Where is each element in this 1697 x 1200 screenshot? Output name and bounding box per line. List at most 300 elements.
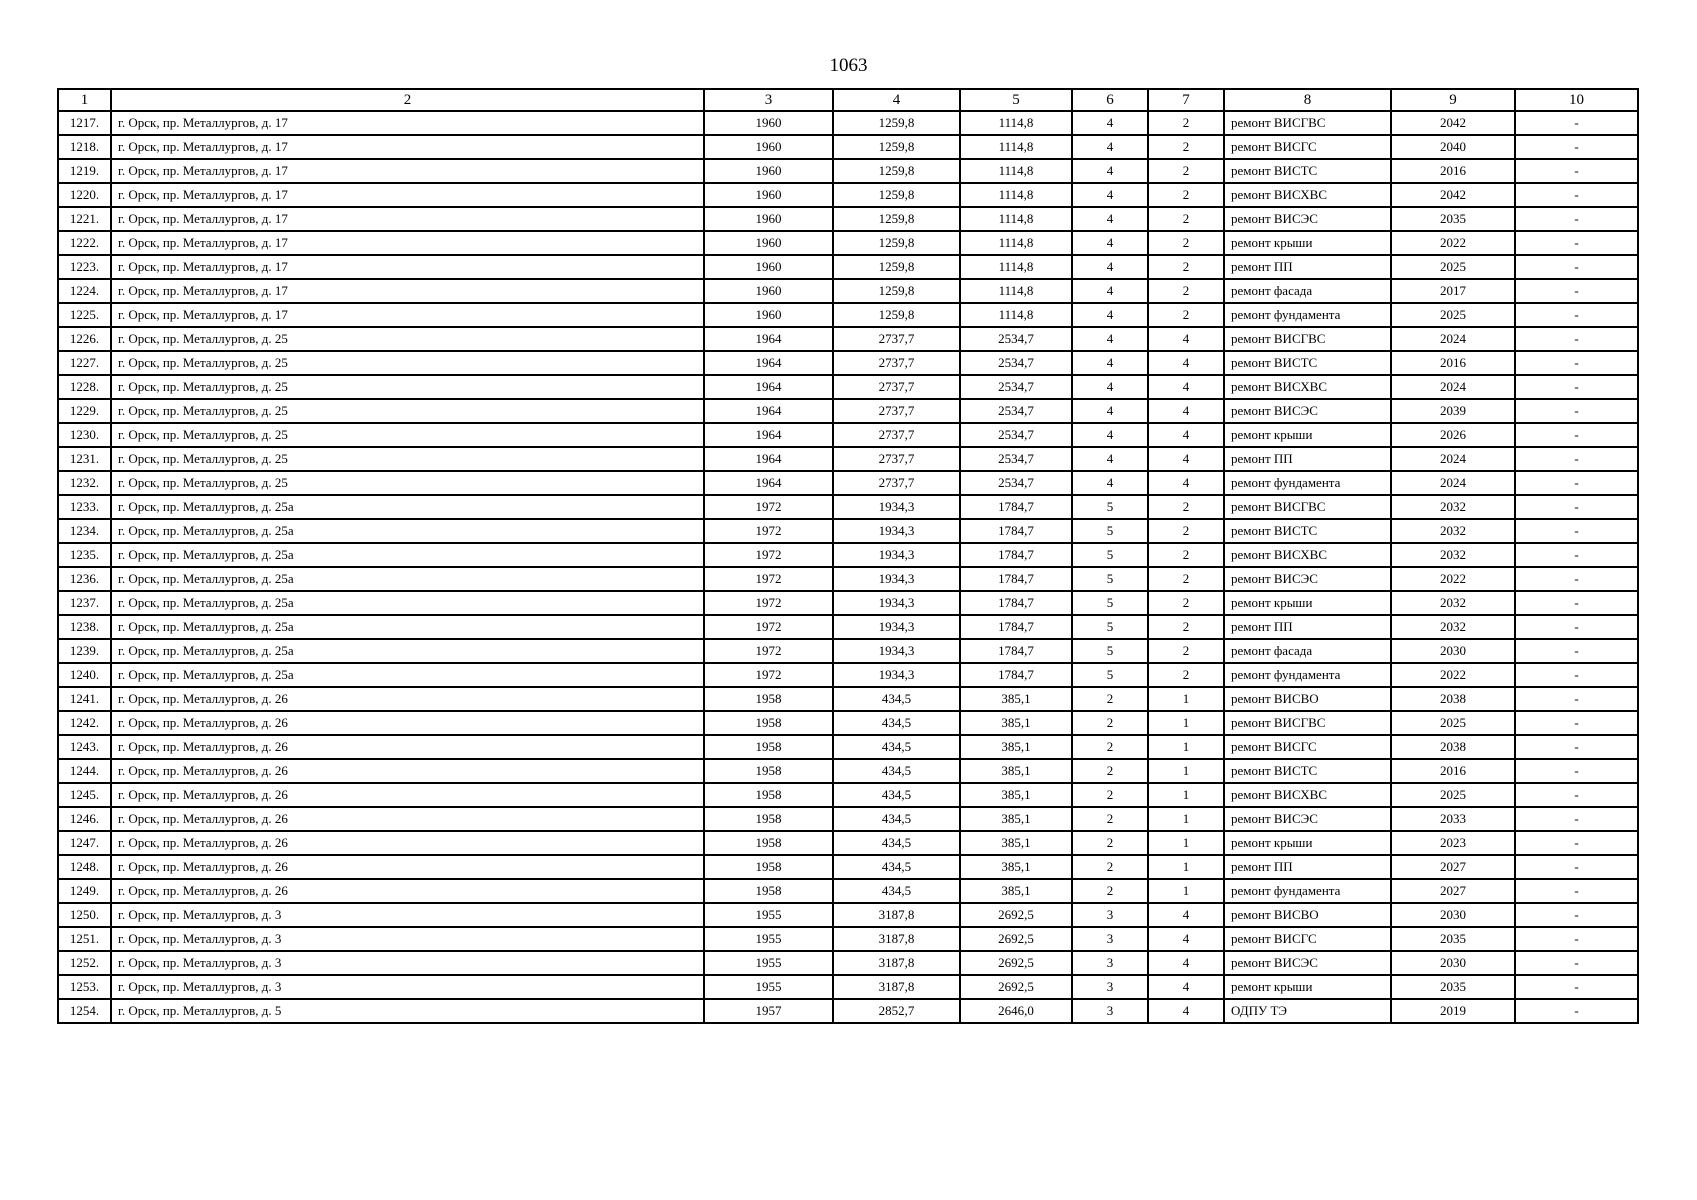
- year-cell: 1972: [704, 495, 833, 519]
- entrances-cell: 4: [1148, 399, 1224, 423]
- plan-year-cell: 2038: [1391, 687, 1515, 711]
- year-cell: 1960: [704, 183, 833, 207]
- plan-year-cell: 2016: [1391, 351, 1515, 375]
- area-living-cell: 1784,7: [960, 591, 1072, 615]
- address-cell: г. Орск, пр. Металлургов, д. 25а: [111, 519, 704, 543]
- area-total-cell: 434,5: [833, 711, 960, 735]
- address-cell: г. Орск, пр. Металлургов, д. 26: [111, 807, 704, 831]
- work-type-cell: ремонт ВИСЭС: [1224, 207, 1391, 231]
- table-row: [58, 903, 1638, 927]
- address-cell: г. Орск, пр. Металлургов, д. 17: [111, 159, 704, 183]
- work-type-cell: ремонт ВИСТС: [1224, 159, 1391, 183]
- entrances-cell: 2: [1148, 231, 1224, 255]
- entrances-cell: 2: [1148, 591, 1224, 615]
- floors-cell: 2: [1072, 711, 1148, 735]
- area-total-cell: 434,5: [833, 879, 960, 903]
- row-number-cell: 1251.: [58, 927, 111, 951]
- area-living-cell: 2534,7: [960, 375, 1072, 399]
- floors-cell: 5: [1072, 519, 1148, 543]
- row-number-cell: 1238.: [58, 615, 111, 639]
- floors-cell: 3: [1072, 951, 1148, 975]
- row-number-cell: 1252.: [58, 951, 111, 975]
- entrances-cell: 4: [1148, 999, 1224, 1023]
- row-number-cell: 1242.: [58, 711, 111, 735]
- work-type-cell: ремонт ВИСТС: [1224, 519, 1391, 543]
- address-cell: г. Орск, пр. Металлургов, д. 17: [111, 111, 704, 135]
- year-cell: 1972: [704, 543, 833, 567]
- note-cell: -: [1515, 687, 1638, 711]
- row-number-cell: 1232.: [58, 471, 111, 495]
- area-total-cell: 2737,7: [833, 351, 960, 375]
- area-total-cell: 434,5: [833, 855, 960, 879]
- work-type-cell: ремонт фундамента: [1224, 471, 1391, 495]
- entrances-cell: 4: [1148, 975, 1224, 999]
- address-cell: г. Орск, пр. Металлургов, д. 25: [111, 471, 704, 495]
- plan-year-cell: 2023: [1391, 831, 1515, 855]
- year-cell: 1964: [704, 351, 833, 375]
- note-cell: -: [1515, 495, 1638, 519]
- area-total-cell: 434,5: [833, 687, 960, 711]
- address-cell: г. Орск, пр. Металлургов, д. 17: [111, 279, 704, 303]
- area-total-cell: 1259,8: [833, 303, 960, 327]
- floors-cell: 4: [1072, 183, 1148, 207]
- plan-year-cell: 2032: [1391, 591, 1515, 615]
- row-number-cell: 1224.: [58, 279, 111, 303]
- address-cell: г. Орск, пр. Металлургов, д. 25: [111, 375, 704, 399]
- entrances-cell: 1: [1148, 759, 1224, 783]
- table-row: [58, 639, 1638, 663]
- plan-year-cell: 2042: [1391, 183, 1515, 207]
- floors-cell: 4: [1072, 231, 1148, 255]
- work-type-cell: ремонт ВИСГС: [1224, 927, 1391, 951]
- entrances-cell: 4: [1148, 351, 1224, 375]
- area-total-cell: 1934,3: [833, 663, 960, 687]
- year-cell: 1960: [704, 135, 833, 159]
- address-cell: г. Орск, пр. Металлургов, д. 25а: [111, 543, 704, 567]
- note-cell: -: [1515, 303, 1638, 327]
- address-cell: г. Орск, пр. Металлургов, д. 26: [111, 783, 704, 807]
- floors-cell: 5: [1072, 591, 1148, 615]
- note-cell: -: [1515, 159, 1638, 183]
- area-living-cell: 385,1: [960, 855, 1072, 879]
- year-cell: 1955: [704, 951, 833, 975]
- floors-cell: 4: [1072, 327, 1148, 351]
- year-cell: 1964: [704, 327, 833, 351]
- plan-year-cell: 2032: [1391, 615, 1515, 639]
- work-type-cell: ремонт фасада: [1224, 279, 1391, 303]
- entrances-cell: 2: [1148, 279, 1224, 303]
- entrances-cell: 4: [1148, 447, 1224, 471]
- header-cell: 3: [704, 89, 833, 111]
- area-total-cell: 434,5: [833, 807, 960, 831]
- year-cell: 1958: [704, 807, 833, 831]
- note-cell: -: [1515, 567, 1638, 591]
- address-cell: г. Орск, пр. Металлургов, д. 25а: [111, 639, 704, 663]
- entrances-cell: 1: [1148, 687, 1224, 711]
- year-cell: 1964: [704, 423, 833, 447]
- plan-year-cell: 2040: [1391, 135, 1515, 159]
- row-number-cell: 1236.: [58, 567, 111, 591]
- entrances-cell: 4: [1148, 471, 1224, 495]
- area-total-cell: 2737,7: [833, 447, 960, 471]
- floors-cell: 2: [1072, 759, 1148, 783]
- work-type-cell: ремонт ВИСГВС: [1224, 711, 1391, 735]
- area-living-cell: 1114,8: [960, 303, 1072, 327]
- address-cell: г. Орск, пр. Металлургов, д. 25: [111, 423, 704, 447]
- plan-year-cell: 2017: [1391, 279, 1515, 303]
- year-cell: 1955: [704, 927, 833, 951]
- area-total-cell: 1259,8: [833, 183, 960, 207]
- entrances-cell: 2: [1148, 111, 1224, 135]
- area-living-cell: 2534,7: [960, 351, 1072, 375]
- area-total-cell: 434,5: [833, 783, 960, 807]
- work-type-cell: ремонт крыши: [1224, 591, 1391, 615]
- area-total-cell: 1259,8: [833, 159, 960, 183]
- area-living-cell: 1114,8: [960, 111, 1072, 135]
- year-cell: 1960: [704, 111, 833, 135]
- plan-year-cell: 2032: [1391, 543, 1515, 567]
- area-total-cell: 1259,8: [833, 255, 960, 279]
- work-type-cell: ремонт ПП: [1224, 447, 1391, 471]
- address-cell: г. Орск, пр. Металлургов, д. 26: [111, 879, 704, 903]
- year-cell: 1958: [704, 879, 833, 903]
- entrances-cell: 4: [1148, 327, 1224, 351]
- row-number-cell: 1218.: [58, 135, 111, 159]
- note-cell: -: [1515, 327, 1638, 351]
- work-type-cell: ремонт ВИСЭС: [1224, 951, 1391, 975]
- area-living-cell: 2646,0: [960, 999, 1072, 1023]
- area-total-cell: 1934,3: [833, 615, 960, 639]
- work-type-cell: ремонт ПП: [1224, 615, 1391, 639]
- address-cell: г. Орск, пр. Металлургов, д. 3: [111, 975, 704, 999]
- entrances-cell: 1: [1148, 783, 1224, 807]
- row-number-cell: 1247.: [58, 831, 111, 855]
- work-type-cell: ремонт ВИСХВС: [1224, 783, 1391, 807]
- note-cell: -: [1515, 255, 1638, 279]
- table-row: [58, 303, 1638, 327]
- table-row: [58, 471, 1638, 495]
- entrances-cell: 2: [1148, 183, 1224, 207]
- address-cell: г. Орск, пр. Металлургов, д. 5: [111, 999, 704, 1023]
- year-cell: 1964: [704, 375, 833, 399]
- note-cell: -: [1515, 399, 1638, 423]
- address-cell: г. Орск, пр. Металлургов, д. 26: [111, 855, 704, 879]
- table-row: [58, 783, 1638, 807]
- address-cell: г. Орск, пр. Металлургов, д. 26: [111, 759, 704, 783]
- plan-year-cell: 2032: [1391, 519, 1515, 543]
- floors-cell: 4: [1072, 279, 1148, 303]
- entrances-cell: 1: [1148, 711, 1224, 735]
- floors-cell: 2: [1072, 783, 1148, 807]
- note-cell: -: [1515, 831, 1638, 855]
- note-cell: -: [1515, 975, 1638, 999]
- table-row: [58, 423, 1638, 447]
- address-cell: г. Орск, пр. Металлургов, д. 17: [111, 183, 704, 207]
- area-living-cell: 1784,7: [960, 519, 1072, 543]
- plan-year-cell: 2022: [1391, 231, 1515, 255]
- row-number-cell: 1230.: [58, 423, 111, 447]
- header-cell: 9: [1391, 89, 1515, 111]
- plan-year-cell: 2035: [1391, 975, 1515, 999]
- entrances-cell: 2: [1148, 495, 1224, 519]
- plan-year-cell: 2016: [1391, 159, 1515, 183]
- plan-year-cell: 2027: [1391, 855, 1515, 879]
- table-row: [58, 999, 1638, 1023]
- area-living-cell: 2692,5: [960, 975, 1072, 999]
- area-living-cell: 1784,7: [960, 543, 1072, 567]
- year-cell: 1972: [704, 567, 833, 591]
- plan-year-cell: 2030: [1391, 903, 1515, 927]
- note-cell: -: [1515, 207, 1638, 231]
- entrances-cell: 4: [1148, 423, 1224, 447]
- header-cell: 2: [111, 89, 704, 111]
- area-total-cell: 1934,3: [833, 495, 960, 519]
- work-type-cell: ремонт ВИСХВС: [1224, 375, 1391, 399]
- floors-cell: 2: [1072, 855, 1148, 879]
- table-row: [58, 951, 1638, 975]
- work-type-cell: ремонт фасада: [1224, 639, 1391, 663]
- floors-cell: 2: [1072, 831, 1148, 855]
- note-cell: -: [1515, 615, 1638, 639]
- note-cell: -: [1515, 183, 1638, 207]
- plan-year-cell: 2016: [1391, 759, 1515, 783]
- row-number-cell: 1239.: [58, 639, 111, 663]
- data-table: [57, 88, 1639, 1024]
- address-cell: г. Орск, пр. Металлургов, д. 3: [111, 951, 704, 975]
- work-type-cell: ремонт ПП: [1224, 255, 1391, 279]
- plan-year-cell: 2024: [1391, 375, 1515, 399]
- entrances-cell: 1: [1148, 855, 1224, 879]
- page-number: 1063: [829, 55, 868, 76]
- area-living-cell: 385,1: [960, 687, 1072, 711]
- area-total-cell: 2737,7: [833, 471, 960, 495]
- table-row: [58, 663, 1638, 687]
- row-number-cell: 1223.: [58, 255, 111, 279]
- area-living-cell: 2692,5: [960, 951, 1072, 975]
- area-living-cell: 2534,7: [960, 327, 1072, 351]
- year-cell: 1958: [704, 759, 833, 783]
- floors-cell: 4: [1072, 423, 1148, 447]
- floors-cell: 2: [1072, 687, 1148, 711]
- area-total-cell: 2852,7: [833, 999, 960, 1023]
- area-living-cell: 2692,5: [960, 903, 1072, 927]
- area-total-cell: 1259,8: [833, 231, 960, 255]
- table-row: [58, 135, 1638, 159]
- work-type-cell: ремонт ВИСХВС: [1224, 183, 1391, 207]
- table-row: [58, 735, 1638, 759]
- table-row: [58, 975, 1638, 999]
- entrances-cell: 2: [1148, 255, 1224, 279]
- area-total-cell: 2737,7: [833, 327, 960, 351]
- row-number-cell: 1244.: [58, 759, 111, 783]
- work-type-cell: ремонт ВИСГС: [1224, 135, 1391, 159]
- area-total-cell: 3187,8: [833, 975, 960, 999]
- area-living-cell: 385,1: [960, 831, 1072, 855]
- work-type-cell: ремонт ВИСТС: [1224, 759, 1391, 783]
- floors-cell: 4: [1072, 447, 1148, 471]
- note-cell: -: [1515, 279, 1638, 303]
- address-cell: г. Орск, пр. Металлургов, д. 25: [111, 399, 704, 423]
- work-type-cell: ремонт ВИСГВС: [1224, 495, 1391, 519]
- floors-cell: 5: [1072, 567, 1148, 591]
- table-row: [58, 111, 1638, 135]
- note-cell: -: [1515, 807, 1638, 831]
- work-type-cell: ремонт ВИСТС: [1224, 351, 1391, 375]
- header-cell: 6: [1072, 89, 1148, 111]
- address-cell: г. Орск, пр. Металлургов, д. 25а: [111, 567, 704, 591]
- floors-cell: 3: [1072, 975, 1148, 999]
- note-cell: -: [1515, 639, 1638, 663]
- area-living-cell: 2692,5: [960, 927, 1072, 951]
- floors-cell: 2: [1072, 807, 1148, 831]
- entrances-cell: 2: [1148, 543, 1224, 567]
- entrances-cell: 2: [1148, 567, 1224, 591]
- floors-cell: 3: [1072, 927, 1148, 951]
- plan-year-cell: 2025: [1391, 783, 1515, 807]
- area-total-cell: 1934,3: [833, 639, 960, 663]
- work-type-cell: ремонт ВИСГВС: [1224, 111, 1391, 135]
- table-row: [58, 615, 1638, 639]
- note-cell: -: [1515, 111, 1638, 135]
- area-total-cell: 3187,8: [833, 951, 960, 975]
- note-cell: -: [1515, 759, 1638, 783]
- table-row: [58, 519, 1638, 543]
- address-cell: г. Орск, пр. Металлургов, д. 26: [111, 711, 704, 735]
- year-cell: 1960: [704, 231, 833, 255]
- note-cell: -: [1515, 375, 1638, 399]
- work-type-cell: ремонт ВИСЭС: [1224, 807, 1391, 831]
- table-row: [58, 207, 1638, 231]
- address-cell: г. Орск, пр. Металлургов, д. 25: [111, 351, 704, 375]
- area-total-cell: 2737,7: [833, 399, 960, 423]
- row-number-cell: 1221.: [58, 207, 111, 231]
- note-cell: -: [1515, 663, 1638, 687]
- area-living-cell: 1114,8: [960, 135, 1072, 159]
- year-cell: 1958: [704, 735, 833, 759]
- area-total-cell: 434,5: [833, 831, 960, 855]
- work-type-cell: ремонт ВИСХВС: [1224, 543, 1391, 567]
- table-row: [58, 807, 1638, 831]
- plan-year-cell: 2024: [1391, 471, 1515, 495]
- floors-cell: 4: [1072, 111, 1148, 135]
- work-type-cell: ремонт ВИСЭС: [1224, 567, 1391, 591]
- work-type-cell: ремонт фундамента: [1224, 303, 1391, 327]
- area-living-cell: 1114,8: [960, 255, 1072, 279]
- row-number-cell: 1243.: [58, 735, 111, 759]
- floors-cell: 5: [1072, 495, 1148, 519]
- address-cell: г. Орск, пр. Металлургов, д. 26: [111, 735, 704, 759]
- floors-cell: 5: [1072, 615, 1148, 639]
- plan-year-cell: 2022: [1391, 663, 1515, 687]
- area-total-cell: 434,5: [833, 759, 960, 783]
- area-total-cell: 1934,3: [833, 567, 960, 591]
- area-total-cell: 3187,8: [833, 903, 960, 927]
- floors-cell: 5: [1072, 543, 1148, 567]
- plan-year-cell: 2042: [1391, 111, 1515, 135]
- row-number-cell: 1234.: [58, 519, 111, 543]
- table-row: [58, 279, 1638, 303]
- note-cell: -: [1515, 999, 1638, 1023]
- address-cell: г. Орск, пр. Металлургов, д. 25а: [111, 591, 704, 615]
- entrances-cell: 2: [1148, 207, 1224, 231]
- note-cell: -: [1515, 447, 1638, 471]
- plan-year-cell: 2032: [1391, 495, 1515, 519]
- header-cell: 1: [58, 89, 111, 111]
- plan-year-cell: 2024: [1391, 327, 1515, 351]
- address-cell: г. Орск, пр. Металлургов, д. 17: [111, 207, 704, 231]
- plan-year-cell: 2025: [1391, 711, 1515, 735]
- row-number-cell: 1217.: [58, 111, 111, 135]
- row-number-cell: 1225.: [58, 303, 111, 327]
- floors-cell: 4: [1072, 303, 1148, 327]
- floors-cell: 4: [1072, 159, 1148, 183]
- floors-cell: 3: [1072, 903, 1148, 927]
- area-total-cell: 1259,8: [833, 279, 960, 303]
- table-row: [58, 687, 1638, 711]
- work-type-cell: ремонт фундамента: [1224, 663, 1391, 687]
- work-type-cell: ремонт ВИСЭС: [1224, 399, 1391, 423]
- year-cell: 1957: [704, 999, 833, 1023]
- plan-year-cell: 2035: [1391, 927, 1515, 951]
- row-number-cell: 1254.: [58, 999, 111, 1023]
- table-row: [58, 375, 1638, 399]
- area-living-cell: 1114,8: [960, 231, 1072, 255]
- note-cell: -: [1515, 735, 1638, 759]
- row-number-cell: 1250.: [58, 903, 111, 927]
- row-number-cell: 1249.: [58, 879, 111, 903]
- entrances-cell: 4: [1148, 375, 1224, 399]
- row-number-cell: 1241.: [58, 687, 111, 711]
- year-cell: 1958: [704, 855, 833, 879]
- note-cell: -: [1515, 519, 1638, 543]
- address-cell: г. Орск, пр. Металлургов, д. 3: [111, 927, 704, 951]
- floors-cell: 2: [1072, 879, 1148, 903]
- entrances-cell: 1: [1148, 831, 1224, 855]
- work-type-cell: ремонт фундамента: [1224, 879, 1391, 903]
- entrances-cell: 2: [1148, 615, 1224, 639]
- row-number-cell: 1248.: [58, 855, 111, 879]
- year-cell: 1972: [704, 663, 833, 687]
- year-cell: 1958: [704, 687, 833, 711]
- table-row: [58, 327, 1638, 351]
- address-cell: г. Орск, пр. Металлургов, д. 26: [111, 831, 704, 855]
- table-row: [58, 591, 1638, 615]
- area-total-cell: 1934,3: [833, 519, 960, 543]
- area-total-cell: 1259,8: [833, 135, 960, 159]
- note-cell: -: [1515, 351, 1638, 375]
- table-body: [58, 111, 1638, 1023]
- entrances-cell: 2: [1148, 663, 1224, 687]
- table-row: [58, 759, 1638, 783]
- floors-cell: 4: [1072, 135, 1148, 159]
- row-number-cell: 1246.: [58, 807, 111, 831]
- row-number-cell: 1231.: [58, 447, 111, 471]
- row-number-cell: 1222.: [58, 231, 111, 255]
- floors-cell: 4: [1072, 255, 1148, 279]
- address-cell: г. Орск, пр. Металлургов, д. 17: [111, 231, 704, 255]
- row-number-cell: 1219.: [58, 159, 111, 183]
- plan-year-cell: 2027: [1391, 879, 1515, 903]
- table-row: [58, 447, 1638, 471]
- table-row: [58, 255, 1638, 279]
- area-living-cell: 385,1: [960, 879, 1072, 903]
- year-cell: 1972: [704, 639, 833, 663]
- work-type-cell: ОДПУ ТЭ: [1224, 999, 1391, 1023]
- area-living-cell: 2534,7: [960, 423, 1072, 447]
- area-living-cell: 1114,8: [960, 207, 1072, 231]
- work-type-cell: ремонт ВИСГС: [1224, 735, 1391, 759]
- table-row: [58, 831, 1638, 855]
